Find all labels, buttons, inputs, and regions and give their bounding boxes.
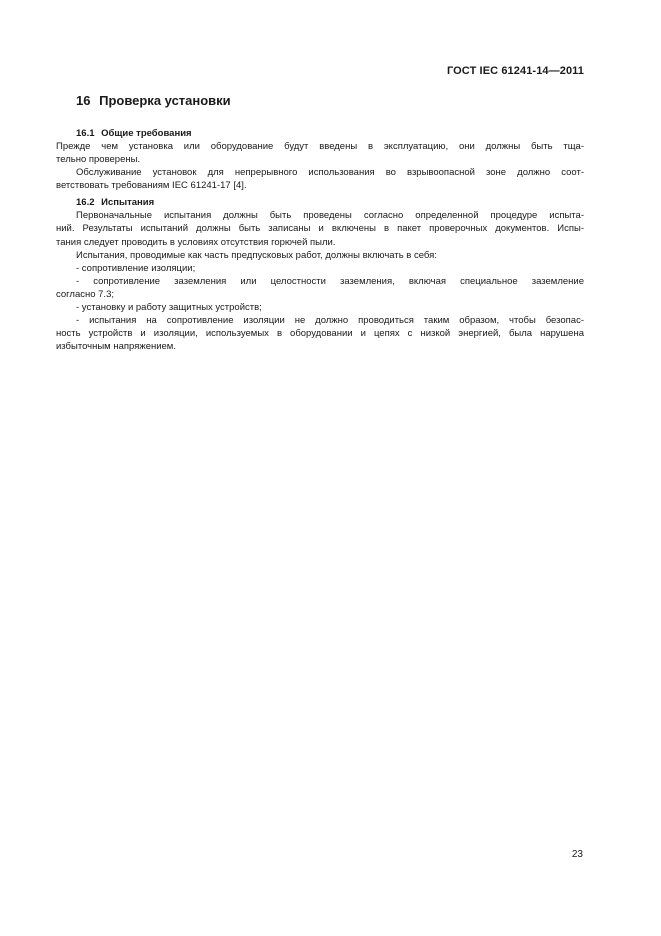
subsection-heading-tests bbox=[56, 196, 584, 209]
list-item-insulation-test: - испытания на сопротивление изоляции не должно проводиться таким образом, чтобы безопас- bbox=[76, 315, 584, 327]
subsection-number: 16.2 bbox=[76, 197, 95, 209]
text-line: избыточным напряжением. bbox=[56, 341, 176, 353]
list-item-earthing: - сопротивление заземления или целостности заземления, включая специальное заземление bbox=[76, 275, 584, 287]
text-line: ность устройств и изоляции, используемых в оборудовании и цепях с низкой энергией, была нарушена bbox=[56, 328, 584, 340]
paragraph-maintenance bbox=[56, 166, 584, 192]
text-line: Обслуживание установок для непрерывного использования во взрывоопасной зоне должно соот- bbox=[76, 167, 584, 179]
text-line: ветствовать требованиям IEC 61241-17 [4]. bbox=[56, 180, 247, 192]
page-content bbox=[56, 92, 584, 353]
subsection-heading-general bbox=[56, 127, 584, 140]
section-title: Проверка установки bbox=[99, 93, 231, 108]
text-line: тания следует проводить в условиях отсутствия горючей пыли. bbox=[56, 236, 336, 248]
subsection-title: Испытания bbox=[101, 197, 155, 209]
text-line: Первоначальные испытания должны быть проведены согласно определенной процедуре испыта- bbox=[76, 210, 584, 222]
document-id-header: ГОСТ IEC 61241-14—2011 bbox=[446, 65, 584, 77]
paragraph-commissioning bbox=[56, 140, 584, 166]
list-item-protective-devices: - установку и работу защитных устройств; bbox=[76, 302, 262, 314]
page-number: 23 bbox=[571, 849, 583, 860]
subsection-title: Общие требования bbox=[101, 128, 192, 139]
list-item-insulation: - сопротивление изоляции; bbox=[76, 262, 196, 274]
paragraph-initial-tests bbox=[56, 209, 584, 248]
text-line: ний. Результаты испытаний должны быть записаны и включены в пакет проверочных документов. Испы- bbox=[56, 223, 584, 235]
subsection-number: 16.1 bbox=[76, 128, 95, 139]
text-line: Прежде чем установка или оборудование будут введены в эксплуатацию, они должны быть тща- bbox=[56, 141, 584, 152]
section-number: 16 bbox=[76, 93, 91, 108]
section-heading bbox=[56, 92, 584, 110]
text-line: согласно 7.3; bbox=[56, 288, 114, 300]
text-line: тельно проверены. bbox=[56, 154, 141, 166]
paragraph-test-list bbox=[56, 249, 584, 354]
text-line: Испытания, проводимые как часть предпусковых работ, должны включать в себя: bbox=[76, 249, 437, 261]
